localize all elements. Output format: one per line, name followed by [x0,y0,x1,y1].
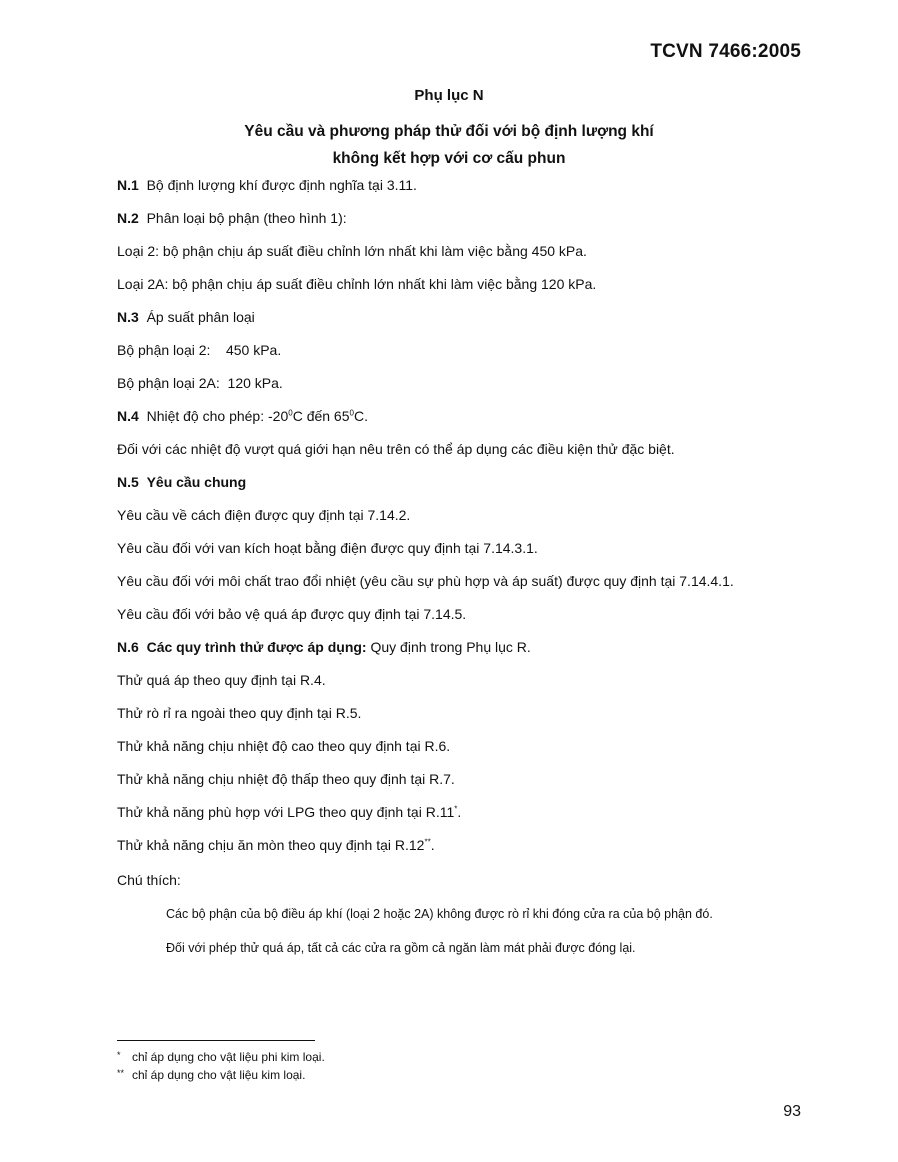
clause-number: N.5 [117,474,139,490]
requirement-heat-exchange: Yêu cầu đối với môi chất trao đổi nhiệt (yêu cầu sự phù hợp và áp suất) được quy định tại 7.14.4.1. [117,573,734,589]
clause-number: N.3 [117,309,139,325]
test-corrosion: Thử khả năng chịu ăn mòn theo quy định tại R.12**. [117,837,435,853]
requirement-insulation: Yêu cầu về cách điện được quy định tại 7.14.2. [117,507,411,523]
standard-code: TCVN 7466:2005 [650,41,801,62]
page-number: 93 [783,1103,801,1120]
clause-number: N.1 [117,177,139,193]
clause-number: N.4 [117,408,139,424]
footnote-mark: * [117,1050,121,1060]
class-2-description: Loại 2: bộ phận chịu áp suất điều chỉnh lớn nhất khi làm việc bằng 450 kPa. [117,243,587,259]
note-text: Các bộ phận của bộ điều áp khí (loại 2 hoặc 2A) không được rò rỉ khi đóng cửa ra của bộ phận đó. [166,907,713,921]
test-high-temperature: Thử khả năng chịu nhiệt độ cao theo quy định tại R.6. [117,738,451,754]
clause-n4 [117,408,368,424]
clause-number: N.6 [117,639,139,655]
clause-number: N.2 [117,210,139,226]
clause-n5 [117,474,246,490]
footnote-text: chỉ áp dụng cho vật liệu phi kim loại. [132,1050,325,1064]
annex-subtitle-line-1: Yêu cầu và phương pháp thử đối với bộ định lượng khí [244,123,654,140]
footnote-mark: ** [117,1068,125,1078]
test-low-temperature: Thử khả năng chịu nhiệt độ thấp theo quy định tại R.7. [117,771,455,787]
clause-text: Nhiệt độ cho phép: $-20^0C$ đến $65^0C$. [146,408,368,424]
clause-n3 [117,309,255,325]
clause-n6 [117,639,531,655]
clause-text: Bộ định lượng khí được định nghĩa tại 3.11. [146,177,417,193]
pressure-value: 450 kPa. [225,342,282,358]
note-label: Chú thích: [117,872,181,888]
clause-title: Các quy trình thử được áp dụng: [146,639,367,655]
footnote-reference: ** [424,837,431,847]
footnote-text: chỉ áp dụng cho vật liệu kim loại. [132,1068,306,1082]
test-lpg-compatibility: Thử khả năng phù hợp với LPG theo quy định tại R.11*. [117,804,462,820]
annex-subtitle-line-2: không kết hợp với cơ cấu phun [332,150,566,167]
requirement-overpressure: Yêu cầu đối với bảo vệ quá áp được quy định tại 7.14.5. [117,606,467,622]
pressure-class-2 [117,342,281,358]
test-overpressure: Thử quá áp theo quy định tại R.4. [117,672,326,688]
clause-text: Phân loại bộ phận (theo hình 1): [146,210,347,226]
clause-n2 [117,210,347,226]
footnote-reference: * [454,804,458,814]
annex-subtitle [0,118,898,172]
class-2a-description: Loại 2A: bộ phận chịu áp suất điều chỉnh lớn nhất khi làm việc bằng 120 kPa. [117,276,597,292]
footnote [117,1068,305,1082]
note-text: Đối với phép thử quá áp, tất cả các cửa ra gồm cả ngăn làm mát phải được đóng lại. [166,941,636,955]
temperature-note: Đối với các nhiệt độ vượt quá giới hạn nêu trên có thể áp dụng các điều kiện thử đặc biệt. [117,441,675,457]
footnote [117,1050,325,1064]
annex-title: Phụ lục N [414,87,484,104]
pressure-value: 120 kPa. [227,375,283,391]
footnote-divider [117,1040,315,1041]
clause-title: Yêu cầu chung [146,474,247,490]
clause-n1 [117,177,417,193]
clause-text: Quy định trong Phụ lục R. [370,639,531,655]
pressure-label: Bộ phận loại 2: [117,342,211,358]
pressure-label: Bộ phận loại 2A: [117,375,220,391]
test-external-leak: Thử rò rỉ ra ngoài theo quy định tại R.5. [117,705,362,721]
requirement-electric-valve: Yêu cầu đối với van kích hoạt bằng điện được quy định tại 7.14.3.1. [117,540,538,556]
clause-text: Áp suất phân loại [146,309,255,325]
pressure-class-2a [117,375,283,391]
